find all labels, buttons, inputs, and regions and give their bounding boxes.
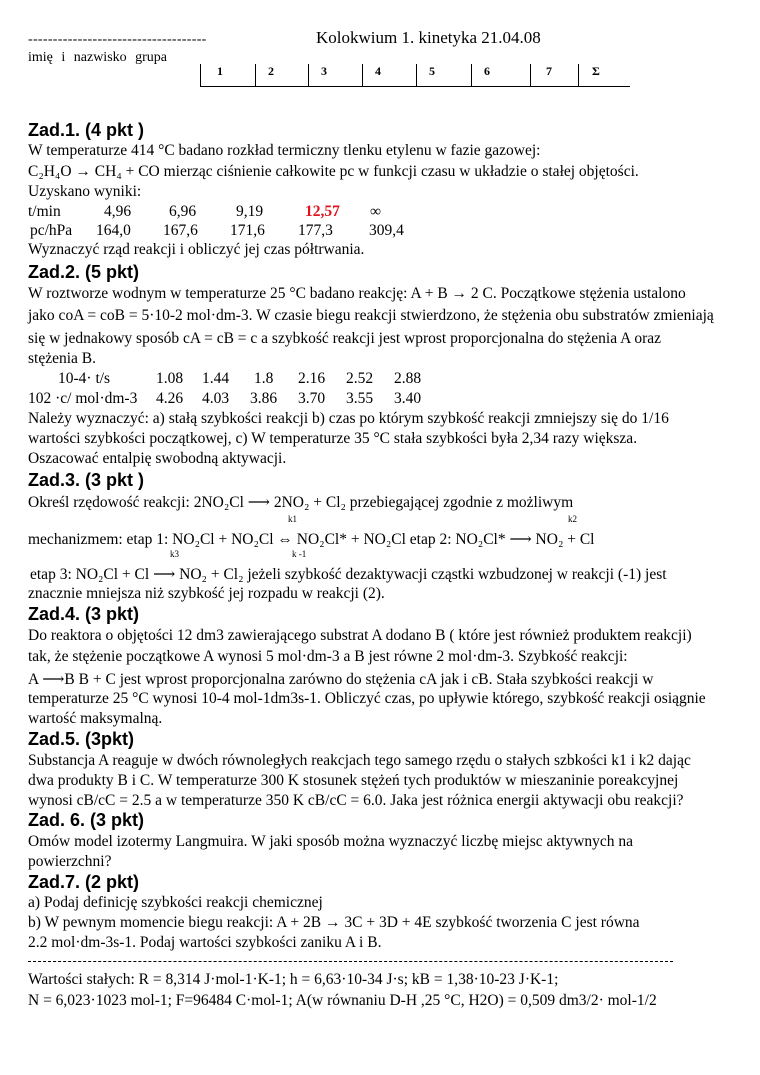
z3-line2: mechanizmem: etap 1: NO₂Cl + NO₂Cl ⇔ NO₂Cl* + NO₂Cl etap 2: NO₂Cl* ⟶ NO₂ + Cl (28, 531, 595, 548)
z2-t-value: 1.44 (202, 370, 230, 387)
z1-p-value: 177,3 (298, 222, 333, 239)
z2-t-value: 2.52 (346, 370, 374, 387)
z2-line2: jako coA = coB = 5·10-2 mol·dm-3. W czasie biegu reakcji stwierdzono, że stężenia obu substratów zmieniają (28, 307, 714, 324)
score-cell-4: 4 (375, 64, 381, 78)
z1-p-value: 309,4 (369, 222, 404, 239)
z1-line4: Wyznaczyć rząd reakcji i obliczyć jej czas półtrwania. (28, 241, 365, 258)
constants-line1: Wartości stałych: R = 8,314 J·mol-1·K-1; h = 6,63·10-34 J·s; kB = 1,38·10-23 J·K-1; (28, 971, 559, 988)
z6-line1: Omów model izotermy Langmuira. W jaki sposób można wyznaczyć liczbę miejsc aktywnych na (28, 833, 634, 850)
z5-line2: dwa produkty B i C. W temperaturze 300 K stosunek stężeń tych produktów w mieszaninie poreakcyjnej (28, 772, 679, 789)
z3-kminus1-label: k -1 (292, 549, 307, 559)
z4-line4: temperaturze 25 °C wynosi 10-4 mol-1dm3s-1. Obliczyć czas, po upływie którego, szybkość reakcji osiągnie (28, 690, 706, 707)
z2-c-value: 4.03 (202, 390, 230, 407)
z2-line5: Należy wyznaczyć: a) stałą szybkości reakcji b) czas po którym szybkość reakcji zmniejszy się do 1/16 (28, 410, 669, 427)
z1-title: Zad.1. (4 pkt ) (28, 120, 145, 140)
constants-line2: N = 6,023·1023 mol-1; F=96484 C·mol-1; A(w równaniu D-H ,25 °C, H2O) = 0,509 dm3/2· mol-1/2 (28, 992, 657, 1009)
z2-c-value: 4.26 (156, 390, 184, 407)
z5-line3: wynosi cB/cC = 2.5 a w temperaturze 350 K cB/cC = 6.0. Jaka jest różnica energii aktywacji obu reakcji? (28, 792, 684, 809)
score-cell-6: 6 (484, 64, 490, 78)
z2-c-value: 3.70 (298, 390, 326, 407)
z3-k3-label: k3 (170, 549, 179, 559)
z2-c-value: 3.40 (394, 390, 422, 407)
z3-k2-label: k2 (568, 514, 577, 524)
z1-line2: C₂H₄O → CH₄ + CO mierząc ciśnienie całkowite pc w funkcji czasu w układzie o stałej objętości. (28, 163, 639, 180)
z2-t-value: 2.88 (394, 370, 422, 387)
z4-line2: tak, że stężenie początkowe A wynosi 5 mol·dm-3 a B jest równe 2 mol·dm-3. Szybkość reakcji: (28, 648, 628, 665)
z4-line5: wartość maksymalną. (28, 710, 163, 727)
z3-k1-label: k1 (288, 514, 297, 524)
score-cell-2: 2 (268, 64, 274, 78)
z2-title: Zad.2. (5 pkt) (28, 262, 140, 282)
z1-t-value-highlight: 12,57 (305, 203, 340, 220)
z1-line1: W temperaturze 414 °C badano rozkład termiczny tlenku etylenu w fazie gazowej: (28, 142, 541, 159)
z1-p-value: 164,0 (96, 222, 131, 239)
z3-line4: znacznie mniejsza niż szybkość jej rozpadu w reakcji (2). (28, 585, 385, 602)
z7-line2: b) W pewnym momencie biegu reakcji: A + 2B → 3C + 3D + 4E szybkość tworzenia C jest równa (28, 914, 640, 931)
z2-line3: się w jednakowy sposób cA = cB = c a szybkość reakcji jest wprost proporcjonalna do stężenia A oraz (28, 330, 662, 347)
z1-p-value: 167,6 (163, 222, 198, 239)
z2-t-value: 1.8 (254, 370, 274, 387)
z1-t-value: 4,96 (104, 203, 132, 220)
z1-line3: Uzyskano wyniki: (28, 183, 142, 200)
z1-p-value: 171,6 (230, 222, 265, 239)
z3-title: Zad.3. (3 pkt ) (28, 470, 145, 490)
z1-t-value: 6,96 (169, 203, 197, 220)
z1-p-label: pc/hPa (30, 222, 73, 239)
z2-t-label: 10-4· t/s (58, 370, 111, 387)
z7-title: Zad.7. (2 pkt) (28, 872, 140, 892)
z2-t-value: 2.16 (298, 370, 326, 387)
page-title: Kolokwium 1. kinetyka 21.04.08 (316, 28, 541, 47)
z5-line1: Substancja A reaguje w dwóch równoległych reakcjach tego samego rzędu o stałych szbkości k1 i k2 dając (28, 752, 691, 769)
z6-title: Zad. 6. (3 pkt) (28, 810, 145, 830)
z2-c-label: 102 ·c/ mol·dm-3 (28, 390, 138, 407)
z2-line7: Oszacować entalpię swobodną aktywacji. (28, 450, 287, 467)
z1-t-label: t/min (28, 203, 61, 220)
z4-title: Zad.4. (3 pkt) (28, 604, 140, 624)
z7-line3: 2.2 mol·dm-3s-1. Podaj wartości szybkości zaniku A i B. (28, 934, 382, 951)
z2-c-value: 3.55 (346, 390, 374, 407)
score-cell-1: 1 (217, 64, 223, 78)
score-cell-3: 3 (321, 64, 327, 78)
z2-line6: wartości szybkości początkowej, c) W temperaturze 35 °C stała szybkości była 2,34 razy większa. (28, 430, 638, 447)
score-table (200, 64, 630, 87)
z1-t-value: ∞ (370, 203, 382, 220)
divider (28, 961, 673, 962)
z2-c-value: 3.86 (250, 390, 278, 407)
z2-line1: W roztworze wodnym w temperaturze 25 °C badano reakcję: A + B → 2 C. Początkowe stężenia ustalono (28, 285, 686, 302)
name-blank-line: ------------------------------------ (28, 32, 207, 47)
student-label: imię i nazwisko grupa (28, 50, 168, 65)
z2-t-value: 1.08 (156, 370, 184, 387)
z1-t-value: 9,19 (236, 203, 264, 220)
z3-line3: etap 3: NO₂Cl + Cl ⟶ NO₂ + Cl₂ jeżeli szybkość dezaktywacji cząstki wzbudzonej w reakcji (-1) jest (30, 566, 667, 583)
z4-line1: Do reaktora o objętości 12 dm3 zawierającego substrat A dodano B ( które jest również produktem reakcji) (28, 627, 692, 644)
z7-line1: a) Podaj definicję szybkości reakcji chemicznej (28, 894, 323, 911)
z3-line1: Określ rzędowość reakcji: 2NO₂Cl ⟶ 2NO₂ + Cl₂ przebiegającej zgodnie z możliwym (28, 494, 574, 511)
score-cell-sum: Σ (592, 64, 600, 78)
z4-line3: A ⟶B B + C jest wprost proporcjonalna zarówno do stężenia cA jak i cB. Stała szybkości reakcji w (28, 671, 654, 688)
z2-line4: stężenia B. (28, 350, 97, 367)
z5-title: Zad.5. (3pkt) (28, 729, 135, 749)
z6-line2: powierzchni? (28, 853, 112, 870)
score-cell-5: 5 (429, 64, 435, 78)
score-cell-7: 7 (546, 64, 552, 78)
